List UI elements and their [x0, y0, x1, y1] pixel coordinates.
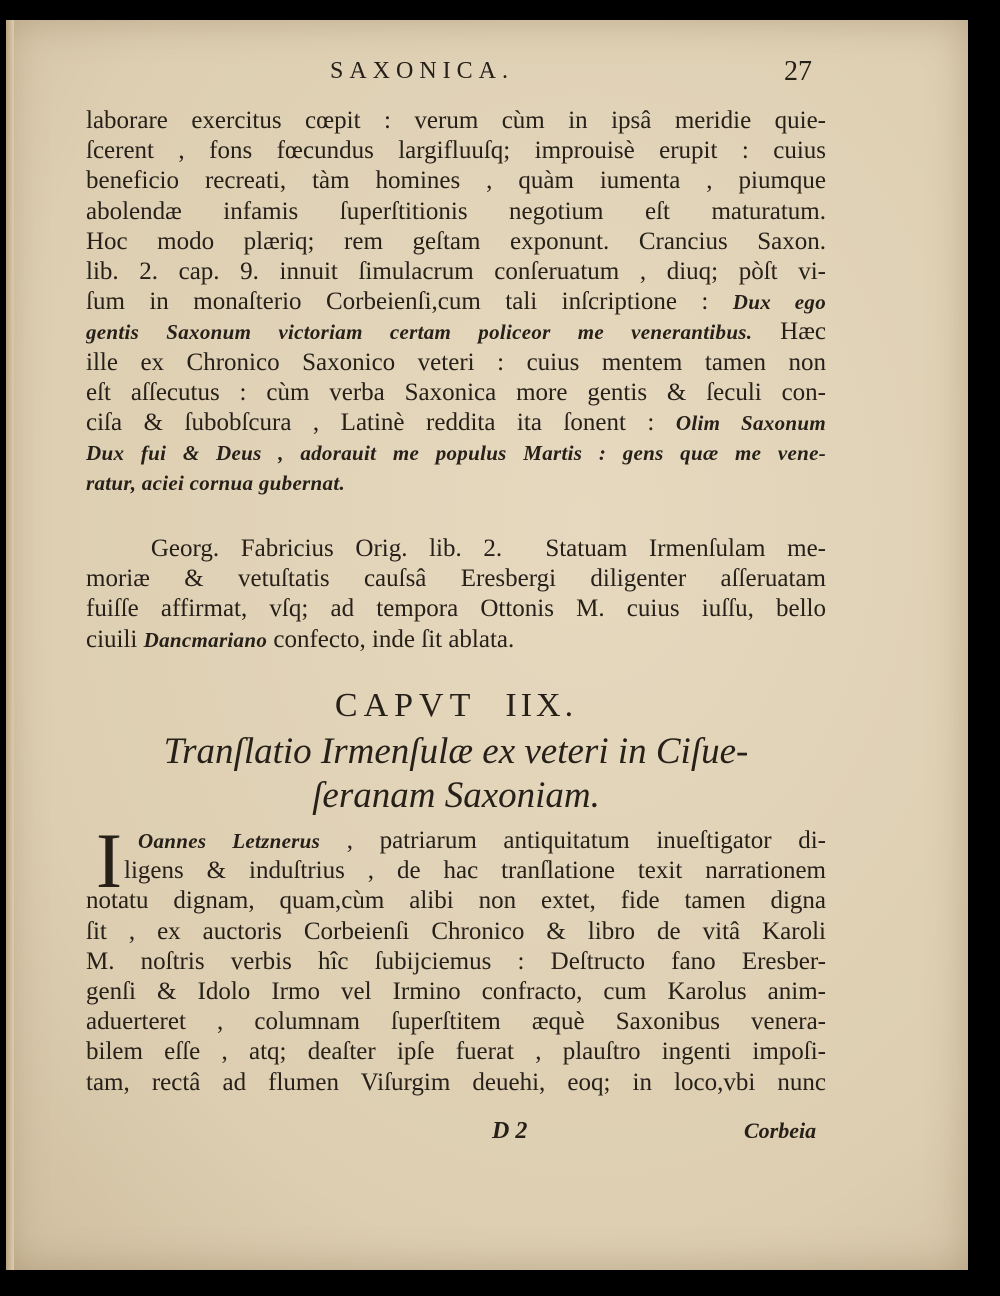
paragraph-3	[86, 817, 826, 1098]
text-line: lib. 2. cap. 9. innuit ſimulacrum conſeruatum , diuq; pòſt vi-	[86, 257, 826, 285]
text-line: eſt aſſecutus : cùm verba Saxonica more gentis & ſeculi con-	[86, 378, 826, 406]
signature-mark: D 2	[492, 1118, 528, 1144]
text-line: notatu dignam, quam,cùm alibi non extet, fide tamen digna	[86, 887, 826, 915]
text-line: ſit , ex auctoris Corbeienſi Chronico & libro de vitâ Karoli	[86, 917, 826, 945]
text-line: genſi & Idolo Irmo vel Irmino confracto, cum Karolus anim-	[86, 977, 826, 1005]
chapter-heading	[86, 687, 826, 725]
text-line: beneficio recreati, tàm homines , quàm iumenta , piumque	[86, 167, 826, 195]
text-line: ſum in monaſterio Corbeienſi,cum tali inſcriptione : Dux ego	[86, 288, 826, 316]
text-line	[86, 438, 826, 468]
italic-quote: gentis Saxonum victoriam certam policeor me venerantibus.	[86, 320, 753, 345]
italic-quote: Dux fui & Deus , adorauit me populus Martis : gens quæ me vene-	[86, 441, 826, 466]
paragraph-1	[86, 106, 826, 498]
text-line: ſcerent , fons fœcundus largifluuſq; improuisè erupit : cuius	[86, 137, 826, 165]
text-line: ciuili Dancmariano confecto, inde ſit ablata.	[86, 625, 515, 653]
italic-name: Oannes Letznerus	[138, 829, 321, 853]
running-title: SAXONICA.	[330, 58, 515, 84]
catchword: Corbeia	[744, 1118, 817, 1143]
text-line: abolendæ infamis ſuperſtitionis negotium eſt maturatum.	[86, 197, 826, 225]
text-line: laborare exercitus cœpit : verum cùm in ipsâ meridie quie-	[86, 107, 826, 134]
text-line: bilem eſſe , atq; deaſter ipſe fuerat , plauſtro ingenti impoſi-	[86, 1038, 826, 1066]
caput-number: IIX.	[505, 687, 578, 724]
text-line	[86, 468, 826, 498]
paragraph-2	[86, 534, 826, 655]
italic-quote: ratur, aciei cornua gubernat.	[86, 471, 345, 496]
text-line: gentis Saxonum victoriam certam policeor me venerantibus. Hæc	[86, 318, 826, 346]
text-line: moriæ & vetuſtatis cauſsâ Eresbergi diligenter aſſeruatam	[86, 565, 826, 593]
text-line: ille ex Chronico Saxonico veteri : cuius mentem tamen non	[86, 348, 826, 376]
caput-word: CAPVT	[334, 687, 477, 724]
italic-quote: Dux ego	[732, 290, 826, 315]
italic-name: Dancmariano	[143, 627, 268, 652]
text-line: Oannes Letznerus , patriarum antiquitatum inueſtigator di-	[138, 827, 826, 854]
page-number: 27	[784, 56, 812, 87]
text-line: fuiſſe affirmat, vſq; ad tempora Ottonis M. cuius iuſſu, bello	[86, 595, 826, 623]
text-line: Hoc modo plæriq; rem geſtam exponunt. Crancius Saxon.	[86, 227, 826, 255]
text-line: ciſa & ſubobſcura , Latinè reddita ita ſonent : Olim Saxonum	[86, 408, 826, 436]
chapter-subtitle-line-2: ſeranam Saxoniam.	[312, 775, 600, 816]
text-line: Georg. Fabricius Orig. lib. 2. Statuam Irmenſulam me-	[86, 535, 826, 562]
chapter-subtitle-line-1: Tranſlatio Irmenſulæ ex veteri in Ciſue-	[163, 731, 749, 772]
drop-cap: I	[96, 817, 122, 904]
text-line: ligens & induſtrius , de hac tranſlatione texit narrationem	[124, 857, 826, 885]
text-line: M. noſtris verbis hîc ſubijciemus : Deſtructo fano Eresber-	[86, 947, 826, 975]
page-gutter	[6, 20, 14, 1270]
text-line: aduerteret , columnam ſuperſtitem æquè Saxonibus venera-	[86, 1008, 826, 1036]
italic-quote: Olim Saxonum	[675, 410, 826, 435]
text-line: tam, rectâ ad flumen Viſurgim deuehi, eoq; in loco,vbi nunc	[86, 1068, 826, 1096]
